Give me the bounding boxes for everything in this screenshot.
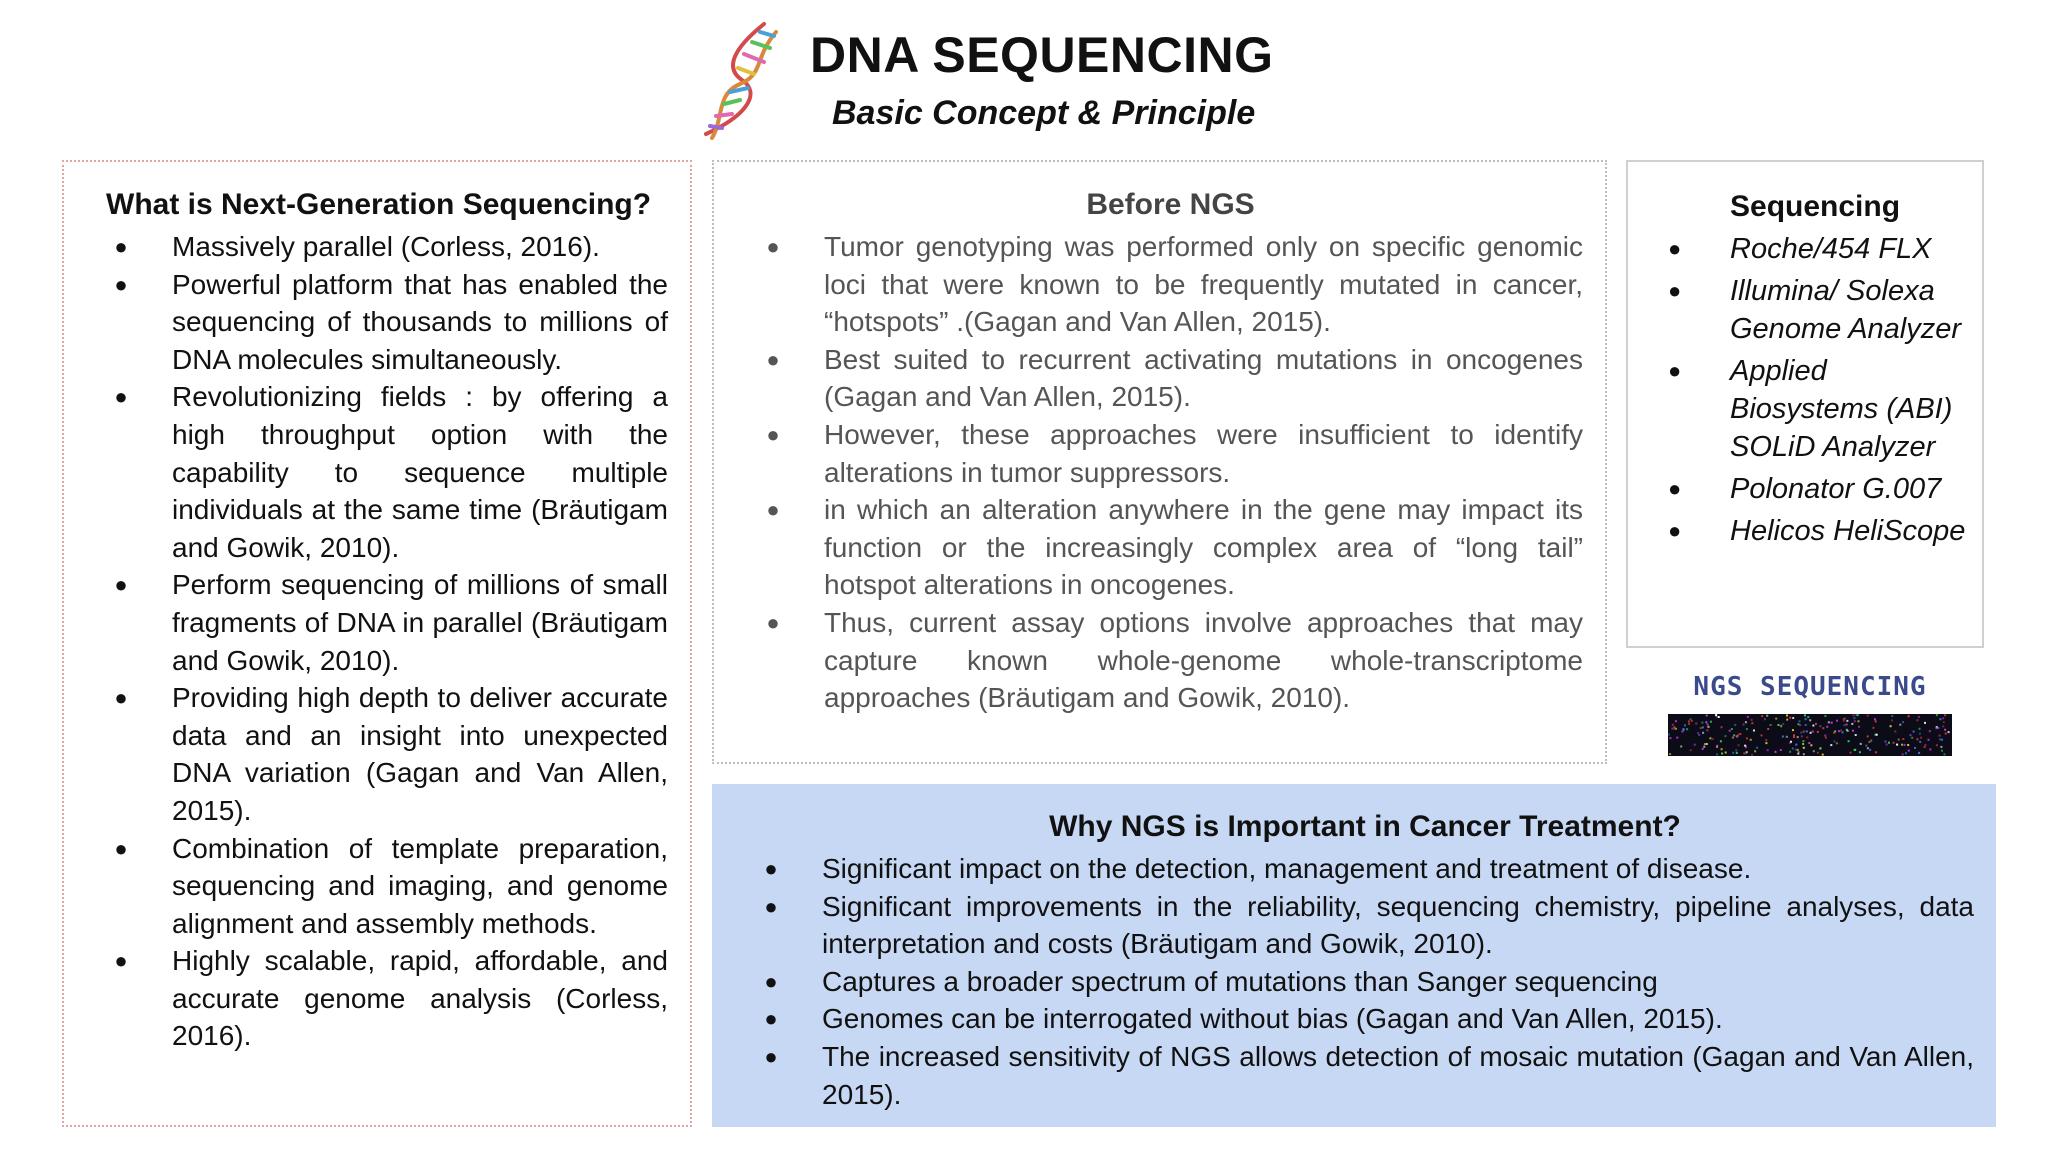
list-item-text: in which an alteration anywhere in the gene may impact its function or the increasingly complex area of “long tail” hotspot alterations in oncogenes. [824,494,1583,601]
list-item [106,942,668,1055]
bullet-icon: ● [766,234,780,259]
bullet-icon: ● [766,421,780,447]
list-item-text: Thus, current assay options involve approaches that may capture known whole-genome whole-transcriptome approaches (Bräutigam and Gowik, 2010). [824,606,1583,714]
list-item-text: Significant impact on the detection, management and treatment of disease. [822,853,1752,884]
why-ngs-title: Why NGS is Important in Cancer Treatment? [1049,810,1681,843]
before-ngs-list [758,228,1583,717]
list-item [106,830,668,943]
list-item [758,491,1583,604]
list-item [756,850,1974,888]
list-item [756,963,1974,1001]
page-subtitle: Basic Concept & Principle [832,94,1256,132]
why-ngs-panel [712,784,1996,1127]
list-item [758,604,1583,717]
bullet-icon: ● [114,384,128,410]
bullet-icon: ● [766,497,780,523]
list-item-text: However, these approaches were insufficient to identify alterations in tumor suppressors. [824,418,1583,488]
list-item [106,378,668,566]
page-header [0,0,2048,150]
sequencing-panel [1626,160,1984,648]
list-item-text: Combination of template preparation, sequencing and imaging, and genome alignment and assembly methods. [172,832,668,939]
list-item [1668,470,1972,508]
list-item [758,341,1583,416]
ngs-sequencing-badge [1668,672,1952,758]
list-item-text: Powerful platform that has enabled the sequencing of thousands to millions of DNA molecules simultaneously. [172,268,668,375]
list-item [106,266,668,379]
list-item [758,416,1583,491]
bullet-icon: ● [764,1043,778,1069]
list-item-text: Genomes can be interrogated without bias (Gagan and Van Allen, 2015). [822,1003,1723,1035]
list-item-text: Applied Biosystems (ABI) SOLiD Analyzer [1730,355,1953,463]
bullet-icon: ● [1668,278,1682,303]
bullet-icon: ● [764,968,778,994]
list-item [106,679,668,829]
what-is-ngs-panel [62,160,692,1127]
bullet-icon: ● [764,1006,778,1032]
bullet-icon: ● [1668,518,1682,543]
bullet-icon: ● [764,856,778,881]
bullet-icon: ● [1668,236,1682,261]
bullet-icon: ● [114,835,128,861]
list-item-text: Helicos HeliScope [1730,515,1966,547]
list-item-text: Best suited to recurrent activating mutations in oncogenes (Gagan and Van Allen, 2015). [824,343,1583,413]
bullet-icon: ● [764,893,778,919]
bullet-icon: ● [766,609,780,635]
why-ngs-list [756,850,1974,1113]
bullet-icon: ● [766,346,780,372]
list-item [756,1000,1974,1038]
ngs-sequencing-label: NGS SEQUENCING [1693,672,1927,702]
list-item [758,228,1583,341]
sequencing-title: Sequencing [1730,190,1901,223]
before-ngs-title: Before NGS [1086,188,1255,221]
bullet-icon: ● [114,685,128,711]
list-item [1668,272,1972,348]
ngs-sequencing-image [1668,714,1952,756]
bullet-icon: ● [114,271,128,297]
list-item-text: Providing high depth to deliver accurate data and an insight into unexpected DNA variation (Gagan and Van Allen, 2015). [172,682,668,826]
list-item-text: Massively parallel (Corless, 2016). [172,231,600,262]
list-item [1668,230,1972,268]
list-item-text: The increased sensitivity of NGS allows detection of mosaic mutation (Gagan and Van Allen, 2015). [822,1040,1974,1110]
sequencing-list [1668,230,1972,550]
what-is-ngs-title: What is Next-Generation Sequencing? [106,188,652,221]
dna-helix-icon [694,18,786,140]
before-ngs-panel [712,160,1607,764]
bullet-icon: ● [1668,358,1682,383]
list-item-text: Significant improvements in the reliability, sequencing chemistry, pipeline analyses, data interpretation and costs (Bräutigam and Gowik, 2010). [822,890,1974,960]
bullet-icon: ● [114,234,128,259]
list-item-text: Revolutionizing fields : by offering a high throughput option with the capability to sequence multiple individuals at the same time (Bräutigam and Gowik, 2010). [172,381,668,563]
list-item-text: Tumor genotyping was performed only on specific genomic loci that were known to be frequently mutated in cancer, “hotspots” .(Gagan and Van Allen, 2015). [824,231,1583,338]
list-item-text: Highly scalable, rapid, affordable, and accurate genome analysis (Corless, 2016). [172,945,668,1052]
what-is-ngs-list [106,228,668,1055]
list-item-text: Perform sequencing of millions of small fragments of DNA in parallel (Bräutigam and Gowik, 2010). [172,569,668,676]
list-item [106,566,668,679]
list-item [1668,352,1972,466]
bullet-icon: ● [114,948,128,974]
list-item-text: Illumina/ Solexa Genome Analyzer [1730,275,1962,345]
bullet-icon: ● [1668,476,1682,501]
page-title: DNA SEQUENCING [810,27,1274,83]
list-item [106,228,668,266]
list-item-text: Roche/454 FLX [1730,233,1932,265]
list-item [1668,512,1972,550]
list-item-text: Polonator G.007 [1730,473,1942,505]
list-item [756,888,1974,963]
list-item-text: Captures a broader spectrum of mutations than Sanger sequencing [822,965,1658,997]
list-item [756,1038,1974,1113]
bullet-icon: ● [114,572,128,598]
